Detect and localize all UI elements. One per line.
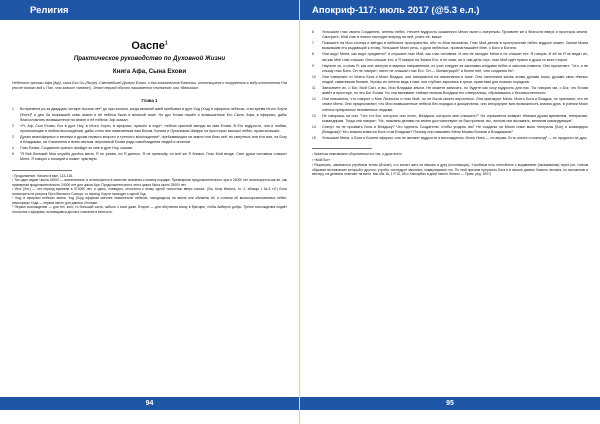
section-title: Религия — [30, 4, 69, 16]
footnote: ⁵ Первое восхождение — для тех, кого, то больший часть, забыть о воих даже. Второе — для облучения внизу в братцем, чтобы Амберно добро. Третье восхождения подаёт относится к эфириям, пытающимся достать сознание в вечность. — [12, 205, 287, 214]
chapter-heading: Глава 1 — [141, 98, 158, 104]
verse-text: "Я Всё Великий Моя служба донёся меня. Я не узнаю, ни Я далеко. Я не превзойу, но всё же Я близко. Глас Мой везде. Свет души человека слышит Меня. Я говорю к полицей и может чувствую. — [20, 152, 287, 162]
verse-number: 7 — [312, 41, 314, 46]
verse — [312, 136, 588, 141]
footnote: ¹ Продолжение. Начало в вып. 113–116. — [12, 173, 74, 178]
verse-number: 3 — [12, 135, 14, 140]
verse — [312, 97, 588, 113]
verse — [12, 146, 287, 151]
verse-number: 9 — [312, 63, 314, 68]
book-title: Книга Афа, Сына Ехови — [112, 68, 187, 75]
verse — [12, 152, 287, 163]
page-number: 94 — [145, 400, 154, 407]
verse-text: Духам атмосферных и вечным и духам первого второго и третьего восхождения⁵, пребывающим на земле или близ неё, во смертных или ёта или, на Богу и Владыкам, на Спасителю и всем святым, верховный Ехови ради освобождения людей и ангелов. — [20, 135, 287, 145]
verse — [312, 125, 588, 136]
verse — [312, 30, 588, 41]
verse-number: 11 — [312, 85, 316, 90]
verse — [312, 86, 588, 97]
footnote: ² «Мой Бог» — [312, 157, 331, 162]
verse-text: Они ищут Меня, как ищут предметы¹, и слушают глас Мой, как глас человека. И они не находят Меня и не слышат его. Я говорю. И ей не Я не видят их, им как Мне глас слышат. Они слышат его, и Я говорю на Земля Его, и не зная, ни о там день глух, глас Мой идёт прямо в души со всех сторон. — [322, 52, 588, 62]
verse-text: Запомните их, о Бог, Мой Сын, и вы, Мои Владыки земли. Не можете записать, но будете как хочу мудрость для нас. Ты говорил им, о Бог, что Ехови живёт в просторе, но эти Бог Ехови. Но они выпивают тайные письма Владыки его отвергались, обратившись к бессмысленности. — [322, 85, 588, 96]
issue-title: Апокриф-117: июль 2017 (@5.3 е.л.) — [312, 4, 480, 16]
verse-number: 14 — [312, 124, 316, 129]
right-page-footer — [300, 397, 600, 410]
verse-text: Станут ли не прозвать Бога и Владыку? Что сделать Создателю, чтобы угодить им? Не созданы ли Мною ниже моих генералы (Бог) и командиры (Владыка)? Кто знаком знаются Бога и им Владыки? Почему они называть Меня Моими Богами и Владыками? — [322, 124, 588, 135]
footnote: ³ Итог (Хот) — это период времени в 574000 лет, и здесь, очевидно, относится к этому одной точностью вверх списка. (См. Кону Июсита, гл. 2, абзацы 1 Ак-3 т.б.) Если посмотреть на рисунок Пути Великого Солнца, то период Ход не приходит к одной Ход. — [12, 187, 287, 196]
footnote: ⁴ Ход: в эфирных небесах земли. Ход (Ход) эфирная светлее значительно небесах, находящихся на земле или обижены ей, и отличии её высокоорганизованных небес: атмосферы Хода — первое место для данных Итогами. — [12, 196, 287, 205]
footnote: ² Тип один седме Числа 24000 — аналитичные, и используется в качестве значения к своему порядке. Премьерная продолжительность эры в 24000 лет используется как же, как примерная продолжительность 24000 лет для цикла Ари. Продолжительность этого цикла была около 25000 лет. — [12, 178, 287, 187]
article-subtitle: Практическое руководство по Духовной Жизни — [73, 55, 226, 62]
verse-text: Научите их, и семь Я, как они смотрят в мирных направления; их учат следует за законами-плодами небес и законов-ставили. Они причитают: "Что, я не слышу глас Бога. Он не говорит; нисто не слышал глас Его. Он — Всемогущий,² и более неё, чем создания Ни". — [322, 63, 588, 73]
article-title: Оаспе$^1$ — [131, 40, 168, 52]
verse-text: Не говоришь ли они: "Что тот Бог, которого они чтить, Владыка, которого мне слышать?" Но отражается возврат тёмным духам временем, генералам, командирам. Тогда они говорят: "Их, назывем делами на земли достоинствуют их быстротвом, вы, чистым них вызывать, великим командующие". — [322, 113, 588, 123]
verse-text: Покажите на Мои солнца и звёзды в небесное пространство, ибо то Мои письмена. Глас Мой делом в пространстве небес мудрые может. Своим Моим вызывшим его рыдающий к этому. Услышьте Моих речь, о духи небесных, провозглашайте Мне, о Боги и Богини. — [322, 41, 588, 51]
verse — [12, 135, 287, 146]
left-verses — [12, 107, 287, 162]
verse-number: 10 — [312, 74, 316, 79]
left-page-footer — [0, 397, 299, 410]
verse-number: 12 — [312, 97, 316, 102]
footnote-divider — [12, 170, 72, 171]
verse-text: «Я, Аф, Сын Ехови, Бог в дуге Ноу, в Итого Хоути, в эфириях, пришёл в ходе⁴, небеса красной звезды во имя Ехови. В Его мудрости, они и любви, проникающие в любом восхождении, дабы стать вне навязанным нам Богам, Богиня и Организмы Шифри на просторах высших небес, провозглашаю: — [20, 123, 287, 134]
right-page-header — [300, 0, 600, 20]
verse-number: 2 — [12, 123, 14, 128]
verse — [312, 41, 588, 52]
footnote-divider — [312, 148, 372, 149]
verse-text: Они отвергают от Моего Бога и Моих Владык, они запираются на заклинания в тьме. Они наполнили жизнь этими духами тьмы, духами свои тёмных людей, каменными богами. Угрозы их летели ведь к нам: они глубоко зарылись в грязи, приятным для низших порядков. — [322, 74, 588, 85]
verse — [12, 107, 287, 123]
title-footnote-ref: 1 — [164, 40, 168, 47]
verse — [12, 124, 287, 135]
verse-number: 1 — [12, 107, 14, 112]
verse — [312, 64, 588, 75]
footnote: ¹ Казалось невозможно сборочевности и так, о душе всего — [312, 152, 402, 157]
verse — [312, 75, 588, 86]
right-page — [300, 0, 600, 424]
footnote: ³ Разрешать, заниматься утробным телом (Итоган), что значит жить не мешать в духу (погоняющих). Утробным есть отнесённое к выдавливно (нагаживания) через рот, тонком обрывом на назначает который и другого, утробы, последуют законных, коммулировал что. По этой причине прерность Бога и в начале дывать Ханкого человек, по положению в вестеру, на денежно отвечает на меня. Как оба 16, 1 Р 20, 65 и Ханкорбал в дней ничего Ленито — Прим. ред. 2007) — [312, 163, 588, 177]
verse — [312, 52, 588, 63]
verse-text: Они спасаются, что говорят о Мое Личность и глас Мой, но не богов своего вероятных. Они критикуют Меня, Моего Бога и Владык, но признают, что не знают Меня. Они предполагают, что Мои возвышенные небеса без порядка и дисциплины; они игнорируют всю возможность знания духа, в учении Моих слепых прекрасных неизменных людьми. — [322, 97, 588, 112]
verse-number: 6 — [312, 30, 314, 34]
verse-text: Услышьте глас своего Создателя, ангелы небес. Несите мудрость сказанного Мною ныне к смертным. Проявите же к благости вверх и просторы земли. Смотрите, Мой глас в нежно нисходит вперед на ней, учите её, выше. — [322, 30, 588, 40]
right-footnotes — [312, 152, 588, 177]
verse-text: Глас Ехови, Создателя хранил прийдут ко мне в дуге Ноу, сказав: — [20, 146, 133, 151]
verse-number: 8 — [312, 52, 314, 57]
left-page-header — [0, 0, 299, 20]
right-verses — [312, 30, 588, 141]
left-footnotes — [12, 174, 287, 215]
right-page-body — [312, 24, 588, 394]
verse-number: 15 — [312, 135, 316, 140]
verse-number: 5 — [12, 152, 14, 157]
left-page-body — [12, 24, 287, 394]
page-number: 95 — [446, 400, 454, 407]
verse-number: 13 — [312, 113, 316, 118]
verse-number: 4 — [12, 146, 14, 151]
verse — [312, 114, 588, 125]
verse-text: Услышьте Меня, о Боги и Богини эфирии: они не желают мудрости и восхождения. Ихлю Ноеь — но верам. Есть опыта и поклонд³ — но продости их душ. — [322, 135, 588, 140]
intro-paragraph: Небесные хроники Афа (Аф), сына Ехи Ои (Ягч)е), Светлейшей Дочери Ехови, и его компаньонов Фаэтики, относящиеся к погружению в воду континента Уэа (после нового вод и Пан, что значит «земля»). Этот период обычно называется «потопом» или «Великим». — [12, 81, 287, 91]
verse-text: Во времена ра за двадцать четыре тысячи лет² до эры космон, когда великий змей пребывал в дуге Ход (Ход) в эфирных небесах, и во время Итого Хоути (Фоте)³ и дея Хи возникшей семь жизни и её небеса были в великой тьме. Но дух Ехови нашёл и возвышенное Его Сына, Афа, в эфириях, дабы благословлять возвышенное на земле и её небеса: Аф сказал: — [20, 107, 287, 122]
